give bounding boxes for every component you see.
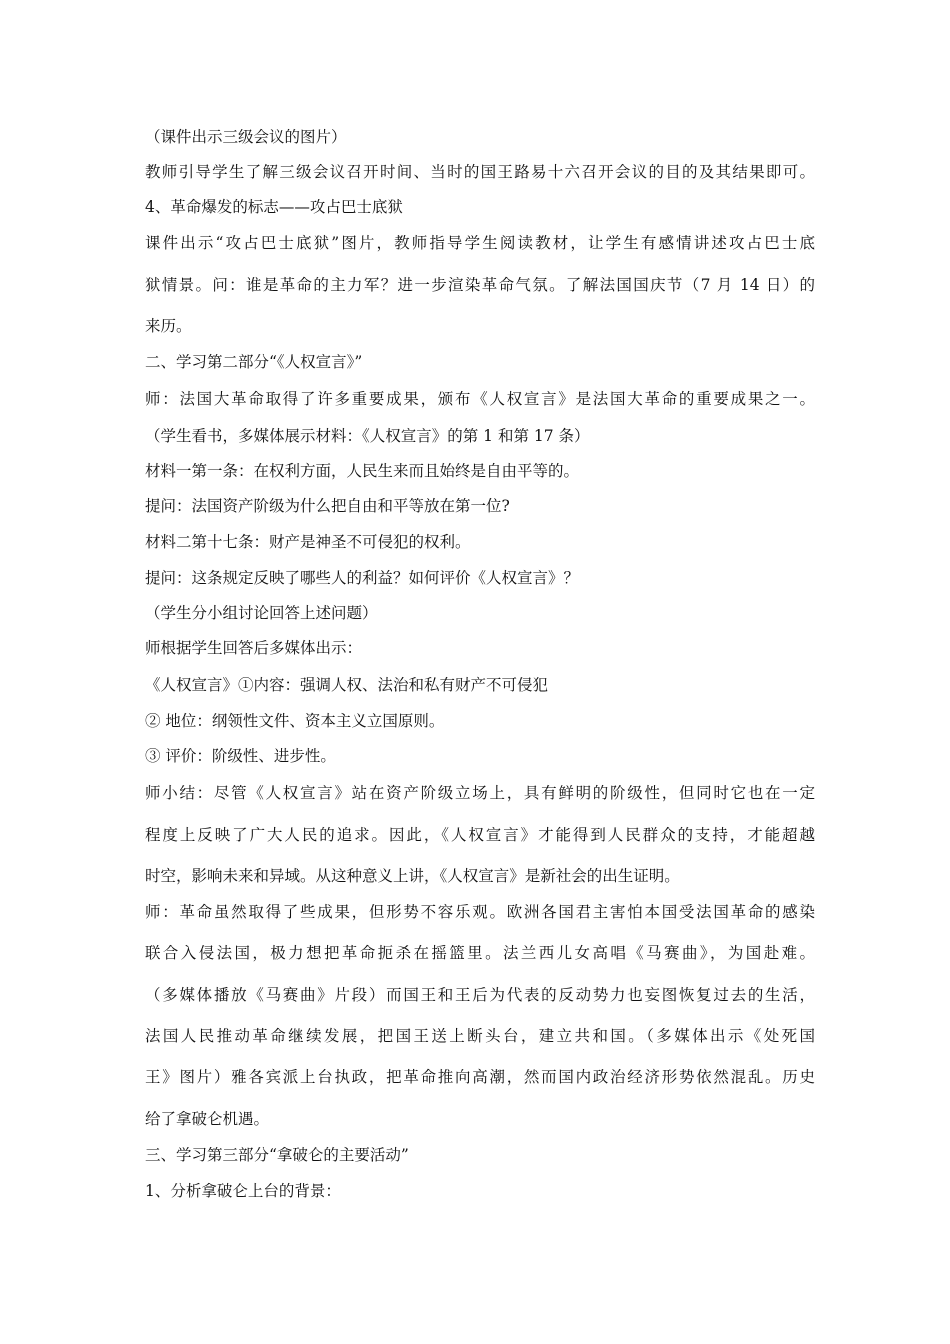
- text-line: ② 地位：纲领性文件、资本主义立国原则。: [145, 712, 445, 730]
- text-line: 教师引导学生了解三级会议召开时间、当时的国王路易十六召开会议的目的及其结果即可。: [145, 163, 815, 181]
- text-line: （学生分小组讨论回答上述问题）: [145, 604, 378, 622]
- text-line: （学生看书，多媒体展示材料：《人权宣言》的第 1 和第 17 条）: [145, 427, 590, 445]
- text-line: 《人权宣言》①内容：强调人权、法治和私有财产不可侵犯: [145, 676, 549, 694]
- text-line: 材料一第一条：在权利方面，人民生来而且始终是自由平等的。: [145, 462, 580, 480]
- text-line: 师小结：尽管《人权宣言》站在资产阶级立场上，具有鲜明的阶级性，但同时它也在一定: [145, 784, 815, 802]
- text-line: （多媒体播放《马赛曲》片段）而国王和王后为代表的反动势力也妄图恢复过去的生活，: [145, 986, 815, 1004]
- text-line: 给了拿破仑机遇。: [145, 1110, 270, 1128]
- text-line: 联合入侵法国，极力想把革命扼杀在摇篮里。法兰西儿女高唱《马赛曲》，为国赴难。: [145, 944, 815, 962]
- text-line: 法国人民推动革命继续发展，把国王送上断头台，建立共和国。（多媒体出示《处死国: [145, 1027, 815, 1045]
- text-line: 程度上反映了广大人民的追求。因此，《人权宣言》才能得到人民群众的支持，才能超越: [145, 826, 815, 844]
- text-line: 提问：法国资产阶级为什么把自由和平等放在第一位?: [145, 497, 510, 515]
- text-line: 课件出示“攻占巴士底狱”图片，教师指导学生阅读教材，让学生有感情讲述攻占巴士底: [145, 234, 815, 252]
- text-line: 来历。: [145, 317, 192, 335]
- text-line: 狱情景。问：谁是革命的主力军？进一步渲染革命气氛。了解法国国庆节（7 月 14 日）的: [145, 276, 815, 294]
- text-line: 1、分析拿破仑上台的背景：: [145, 1182, 341, 1200]
- section-heading: 二、学习第二部分“《人权宣言》”: [145, 353, 363, 371]
- text-line: （课件出示三级会议的图片）: [145, 128, 347, 146]
- text-line: 师：革命虽然取得了些成果，但形势不容乐观。欧洲各国君主害怕本国受法国革命的感染: [145, 903, 815, 921]
- section-heading: 三、学习第三部分“拿破仑的主要活动”: [145, 1146, 409, 1164]
- text-line: 师根据学生回答后多媒体出示：: [145, 639, 363, 657]
- text-line: 材料二第十七条：财产是神圣不可侵犯的权利。: [145, 533, 471, 551]
- text-line: ③ 评价：阶级性、进步性。: [145, 747, 336, 765]
- text-line: 提问：这条规定反映了哪些人的利益？如何评价《人权宣言》？: [145, 569, 580, 587]
- section-heading: 4、革命爆发的标志——攻占巴士底狱: [145, 198, 403, 216]
- text-line: 时空，影响未来和异域。从这种意义上讲，《人权宣言》是新社会的出生证明。: [145, 867, 680, 885]
- text-line: 师：法国大革命取得了许多重要成果，颁布《人权宣言》是法国大革命的重要成果之一。: [145, 390, 815, 408]
- text-line: 王》图片）雅各宾派上台执政，把革命推向高潮，然而国内政治经济形势依然混乱。历史: [145, 1068, 815, 1086]
